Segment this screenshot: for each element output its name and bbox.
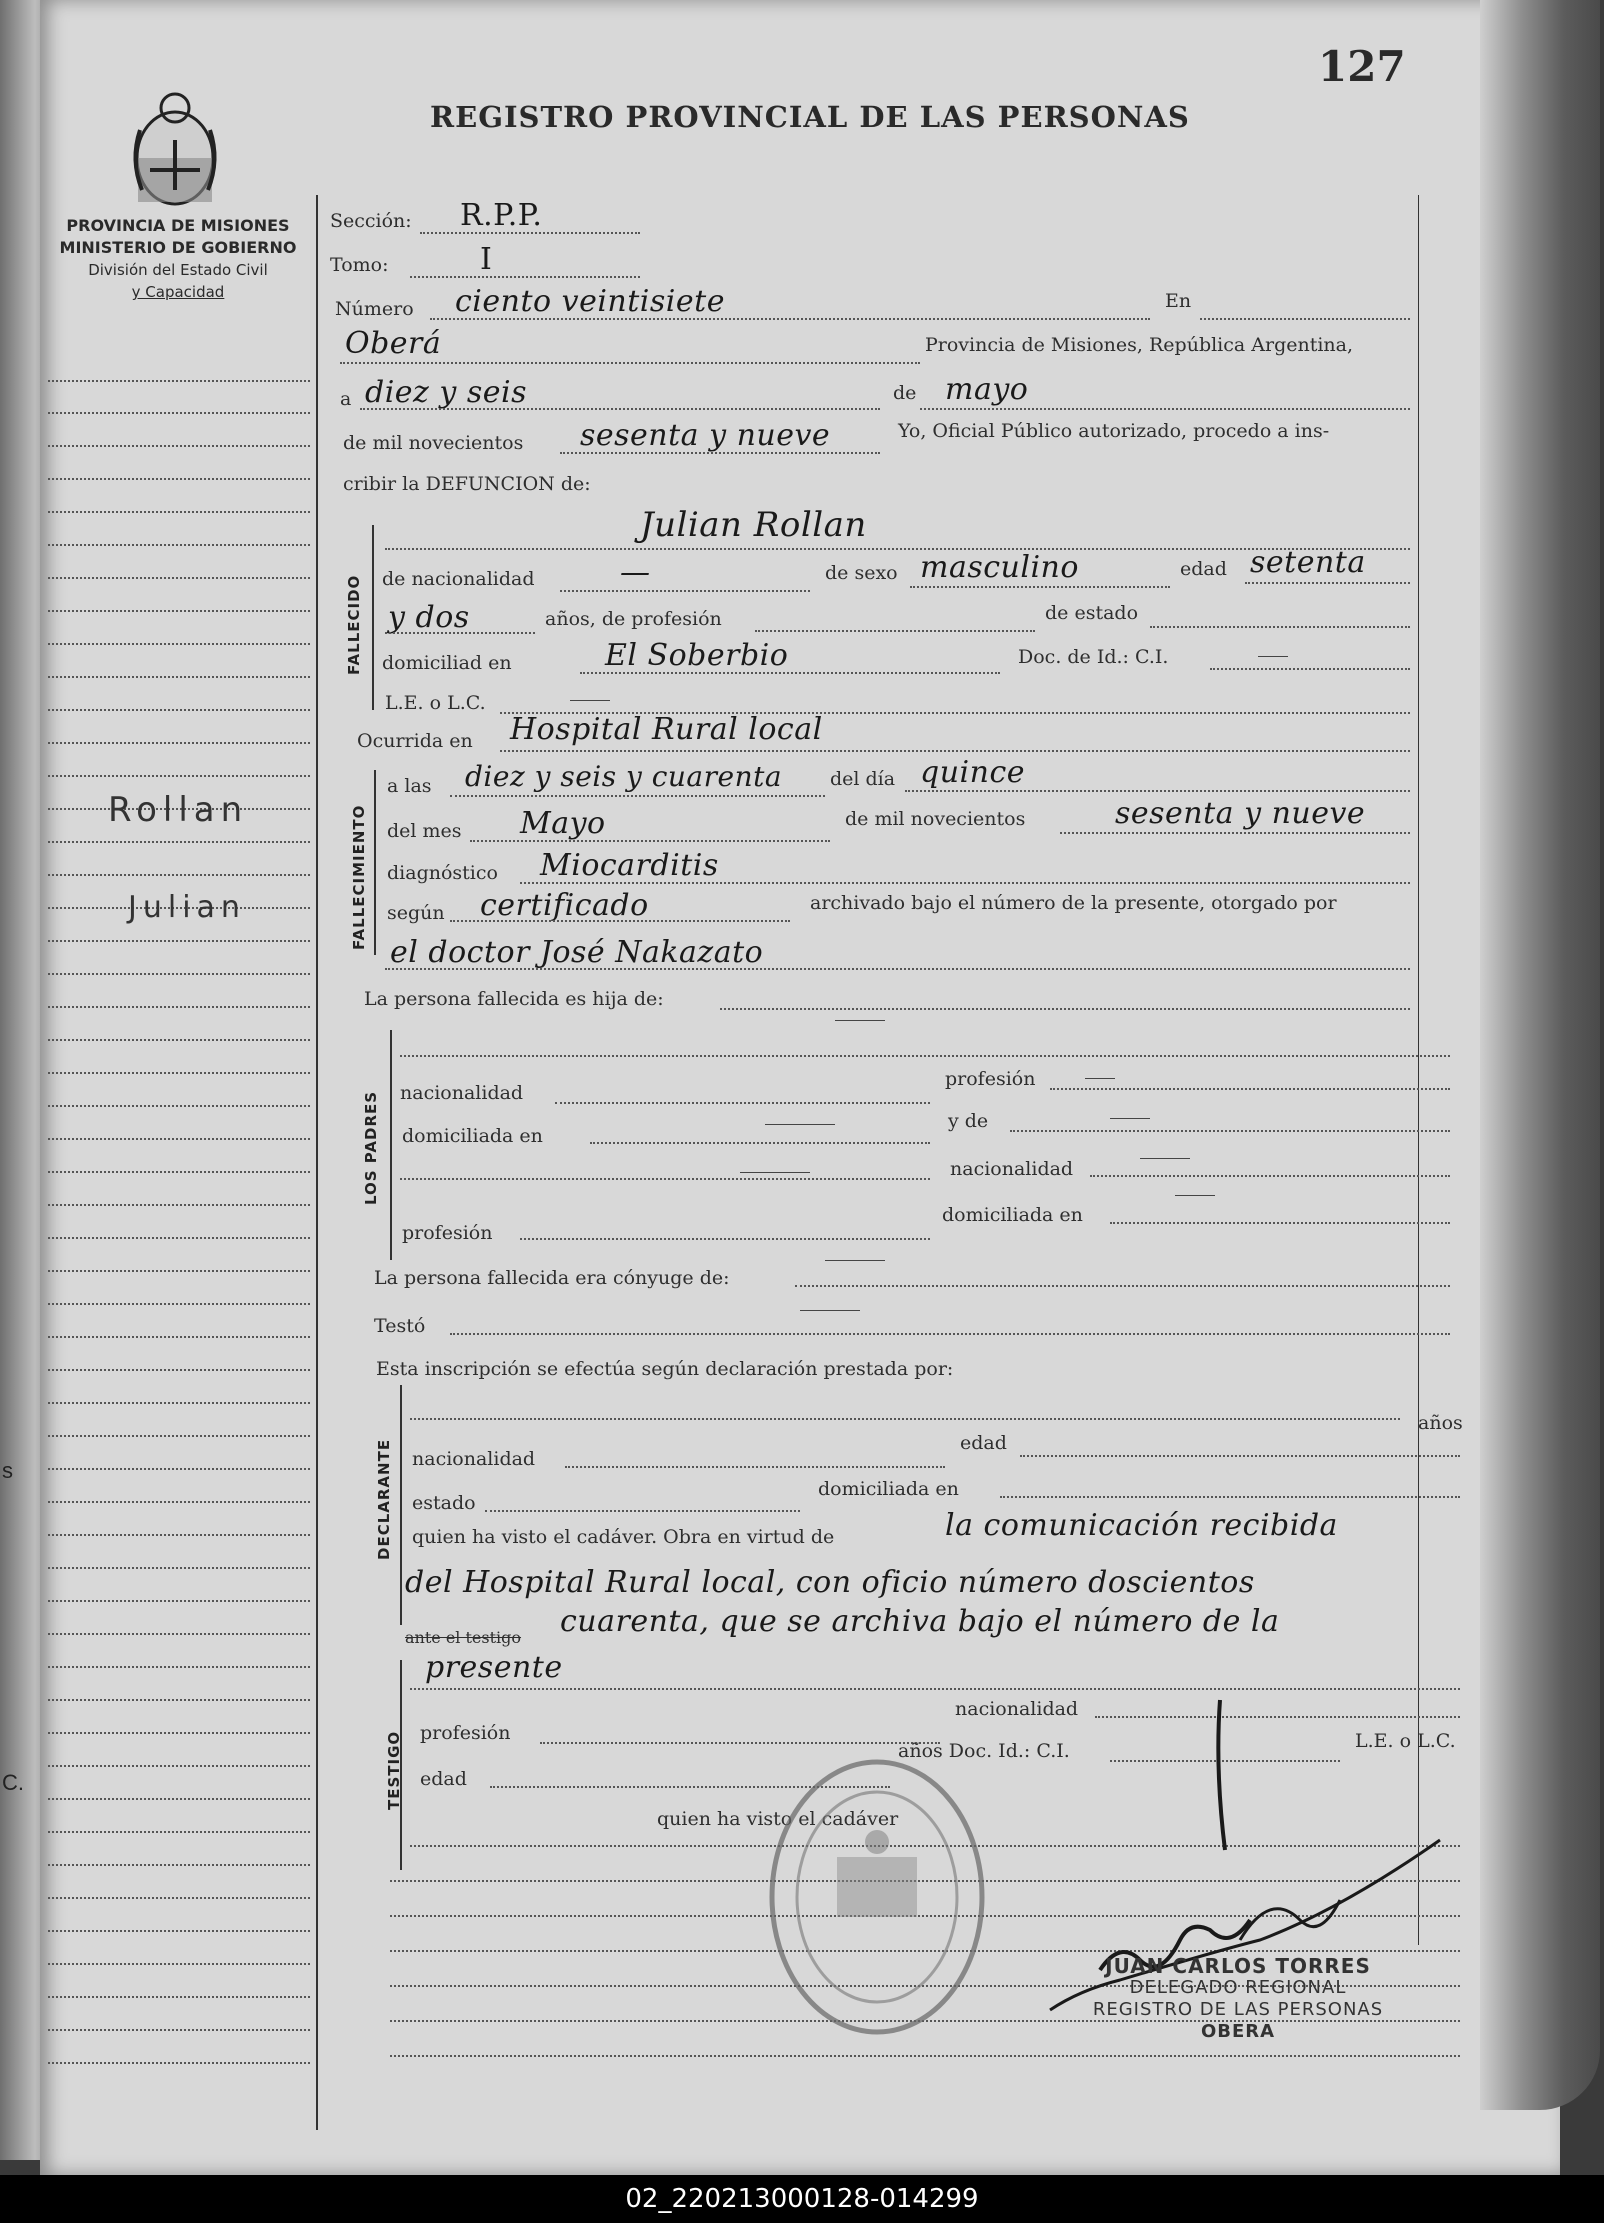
section-label-fallecimiento: FALLECIMIENTO bbox=[350, 804, 368, 950]
label-quien-cadaver: quien ha visto el cadáver. Obra en virtud de bbox=[412, 1526, 835, 1548]
label-padre-nacionalidad: nacionalidad bbox=[400, 1082, 524, 1104]
section-label-testigo: TESTIGO bbox=[385, 1730, 403, 1810]
value-edad-2: y dos bbox=[388, 600, 470, 635]
label-declaracion: Esta inscripción se efectúa según declaración prestada por: bbox=[376, 1358, 954, 1380]
label-declarante-edad: edad bbox=[960, 1432, 1007, 1454]
label-testigo-quien-cadaver: quien ha visto el cadáver bbox=[657, 1808, 899, 1830]
officer-role: DELEGADO REGIONAL bbox=[1129, 1977, 1347, 1998]
label-a: a bbox=[340, 388, 352, 410]
label-a-las: a las bbox=[387, 775, 432, 797]
section-label-padres: LOS PADRES bbox=[362, 1090, 380, 1205]
label-declarante-anos: años bbox=[1418, 1412, 1463, 1434]
label-madre-nacionalidad: nacionalidad bbox=[950, 1158, 1074, 1180]
label-testigo-profesion: profesión bbox=[420, 1722, 511, 1744]
value-seccion: R.P.P. bbox=[460, 198, 543, 233]
label-diagnostico: diagnóstico bbox=[387, 862, 498, 884]
value-dia-fallec: quince bbox=[920, 755, 1025, 790]
value-obra-1: la comunicación recibida bbox=[945, 1508, 1338, 1543]
right-rule bbox=[1418, 195, 1419, 1945]
label-de-mil-2: de mil novecientos bbox=[845, 808, 1026, 830]
officer-name: JUAN CARLOS TORRES bbox=[1105, 1954, 1371, 1978]
page-number: 127 bbox=[1318, 42, 1406, 91]
book-binding bbox=[1480, 0, 1600, 2110]
document-title: REGISTRO PROVINCIAL DE LAS PERSONAS bbox=[430, 100, 1190, 134]
value-edad-1: setenta bbox=[1250, 545, 1366, 580]
label-padre-profesion: profesión bbox=[945, 1068, 1036, 1090]
label-de: de bbox=[893, 382, 917, 404]
margin-divider bbox=[316, 195, 318, 2130]
value-mes: mayo bbox=[945, 372, 1029, 407]
label-ocurrida: Ocurrida en bbox=[357, 730, 473, 752]
label-inscribir: cribir la DEFUNCION de: bbox=[343, 473, 591, 495]
value-domicilio: El Soberbio bbox=[605, 638, 789, 673]
label-segun: según bbox=[387, 902, 445, 924]
officer-city: OBERA bbox=[1200, 2021, 1276, 2042]
label-testigo-edad: edad bbox=[420, 1768, 467, 1790]
label-declarante-estado: estado bbox=[412, 1492, 476, 1514]
label-testigo-nacionalidad: nacionalidad bbox=[955, 1698, 1079, 1720]
official-seal-stamp bbox=[762, 1752, 992, 2042]
label-testo: Testó bbox=[374, 1315, 426, 1337]
value-obra-4: presente bbox=[425, 1650, 563, 1685]
coat-of-arms-icon bbox=[120, 90, 230, 210]
label-domiciliado: domiciliad en bbox=[382, 652, 512, 674]
value-nombre: Julian Rollan bbox=[640, 505, 867, 545]
label-declarante-domiciliada: domiciliada en bbox=[818, 1478, 959, 1500]
label-de-nacionalidad: de nacionalidad bbox=[382, 568, 535, 590]
margin-given-name: Julian bbox=[128, 890, 246, 925]
label-padre-profesion-2: profesión bbox=[402, 1222, 493, 1244]
label-padre-domiciliada: domiciliada en bbox=[402, 1125, 543, 1147]
value-obra-3: cuarenta, que se archiva bajo el número de la bbox=[560, 1604, 1280, 1639]
label-archivado: archivado bajo el número de la presente, otorgado por bbox=[810, 892, 1337, 914]
value-hora: diez y seis y cuarenta bbox=[465, 760, 783, 793]
value-lugar: Oberá bbox=[345, 326, 442, 361]
label-numero: Número bbox=[335, 298, 414, 320]
issuer-province: PROVINCIA DE MISIONES bbox=[66, 216, 290, 235]
value-nacionalidad: — bbox=[620, 555, 651, 590]
label-le-lc: L.E. o L.C. bbox=[385, 692, 486, 714]
value-mes-fallec: Mayo bbox=[520, 806, 606, 841]
value-segun: certificado bbox=[480, 888, 649, 923]
label-y-de: y de bbox=[948, 1110, 989, 1132]
margin-surname: Rollan bbox=[108, 790, 249, 830]
label-del-mes: del mes bbox=[387, 820, 462, 842]
value-tomo: I bbox=[480, 242, 493, 277]
label-de-estado: de estado bbox=[1045, 602, 1139, 624]
label-doc-id: Doc. de Id.: C.I. bbox=[1018, 646, 1169, 668]
label-de-mil: de mil novecientos bbox=[343, 432, 524, 454]
value-anio-fallec: sesenta y nueve bbox=[1115, 796, 1366, 831]
label-yo-oficial: Yo, Oficial Público autorizado, procedo a ins- bbox=[898, 420, 1330, 442]
value-doctor: el doctor José Nakazato bbox=[390, 935, 764, 970]
label-edad: edad bbox=[1180, 558, 1227, 580]
label-madre-domiciliada: domiciliada en bbox=[942, 1204, 1083, 1226]
label-tomo: Tomo: bbox=[330, 254, 389, 276]
label-declarante-nacionalidad: nacionalidad bbox=[412, 1448, 536, 1470]
label-seccion: Sección: bbox=[330, 210, 412, 232]
value-sexo: masculino bbox=[920, 550, 1079, 585]
label-ante-testigo-struck: ante el testigo bbox=[405, 1628, 522, 1647]
value-dia: diez y seis bbox=[365, 375, 528, 410]
label-testigo-le-lc: L.E. o L.C. bbox=[1355, 1730, 1456, 1752]
scan-id-footer: 02_220213000128-014299 bbox=[0, 2175, 1604, 2223]
value-diagnostico: Miocarditis bbox=[540, 848, 719, 883]
label-conyuge: La persona fallecida era cónyuge de: bbox=[374, 1267, 730, 1289]
issuer-block bbox=[48, 215, 308, 303]
officer-stamp bbox=[1048, 1955, 1428, 2043]
issuer-capacity: y Capacidad bbox=[131, 283, 225, 301]
label-testigo-anos-doc: años Doc. Id.: C.I. bbox=[898, 1740, 1070, 1762]
value-anio: sesenta y nueve bbox=[580, 418, 831, 453]
label-del-dia: del día bbox=[830, 768, 896, 790]
label-de-sexo: de sexo bbox=[825, 562, 898, 584]
section-label-fallecido: FALLECIDO bbox=[345, 574, 363, 675]
label-provincia: Provincia de Misiones, República Argentina, bbox=[925, 334, 1354, 356]
value-numero: ciento veintisiete bbox=[455, 284, 725, 319]
issuer-division: División del Estado Civil bbox=[88, 261, 268, 279]
officer-office: REGISTRO DE LAS PERSONAS bbox=[1092, 1999, 1384, 2020]
label-anos-profesion: años, de profesión bbox=[545, 608, 722, 630]
label-en: En bbox=[1165, 290, 1192, 312]
issuer-ministry: MINISTERIO DE GOBIERNO bbox=[59, 238, 297, 257]
section-label-declarante: DECLARANTE bbox=[375, 1438, 393, 1560]
value-obra-2: del Hospital Rural local, con oficio número doscientos bbox=[405, 1565, 1255, 1600]
value-ocurrida: Hospital Rural local bbox=[510, 712, 823, 747]
left-page-fragment: s bbox=[2, 1458, 13, 1483]
label-hija-de: La persona fallecida es hija de: bbox=[364, 988, 664, 1010]
left-page-fragment: C. bbox=[2, 1770, 24, 1795]
